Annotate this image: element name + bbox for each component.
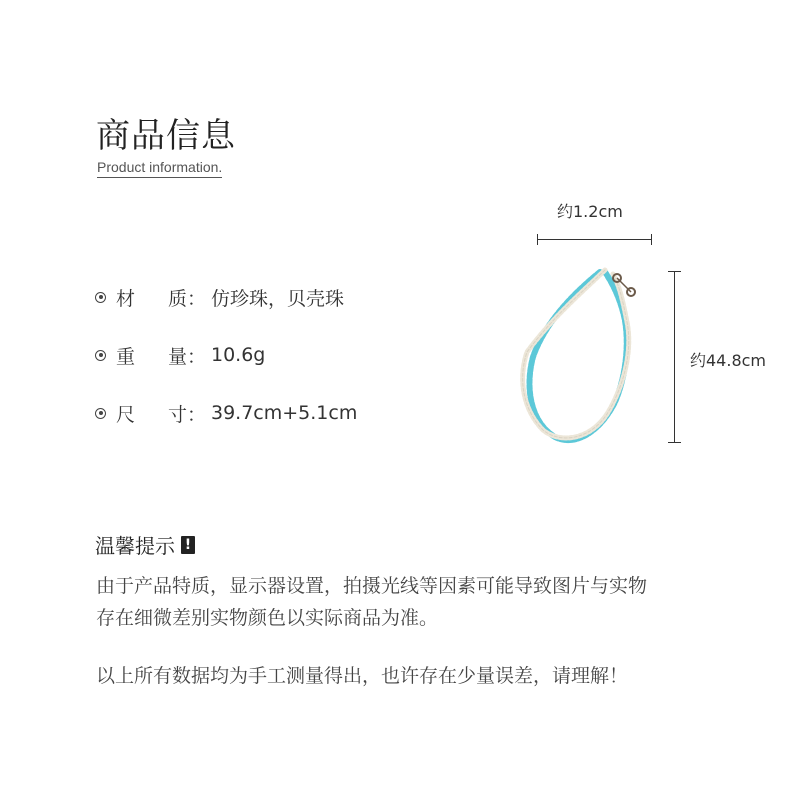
page-subtitle: Product information. xyxy=(97,159,222,178)
height-dimension-tick-top xyxy=(668,271,681,272)
spec-row-size xyxy=(95,399,357,427)
height-dimension-label: 约44.8cm xyxy=(690,351,767,370)
spec-label: 材 质： xyxy=(116,287,207,310)
width-dimension-line xyxy=(537,239,652,240)
spec-value-material: 仿珍珠，贝壳珠 xyxy=(211,287,345,310)
spec-value-size: 39.7cm+5.1cm xyxy=(211,402,358,424)
page-title: 商品信息 xyxy=(96,116,236,156)
width-dimension-tick-right xyxy=(651,234,652,245)
spec-label: 重 量： xyxy=(116,345,207,368)
width-dimension-label: 约1.2cm xyxy=(557,202,623,221)
width-dimension-tick-left xyxy=(537,234,538,245)
tips-title: 温馨提示 ! xyxy=(95,530,195,559)
height-dimension-tick-bottom xyxy=(668,442,681,443)
tips-paragraph-1: 由于产品特质，显示器设置，拍摄光线等因素可能导致图片与实物 存在细微差别实物颜色以实际商品为准。 xyxy=(96,575,648,629)
bullet-icon xyxy=(95,350,106,361)
spec-label: 尺 寸： xyxy=(116,403,207,426)
bullet-icon xyxy=(95,292,106,303)
exclamation-icon: ! xyxy=(181,536,195,554)
spec-row-weight xyxy=(95,341,265,369)
spec-value-weight: 10.6g xyxy=(211,344,266,366)
bullet-icon xyxy=(95,408,106,419)
height-dimension-line xyxy=(674,271,675,443)
spec-row-material xyxy=(95,283,344,311)
necklace-image xyxy=(505,262,650,462)
tips-paragraph-2: 以上所有数据均为手工测量得出，也许存在少量误差，请理解！ xyxy=(96,665,629,687)
